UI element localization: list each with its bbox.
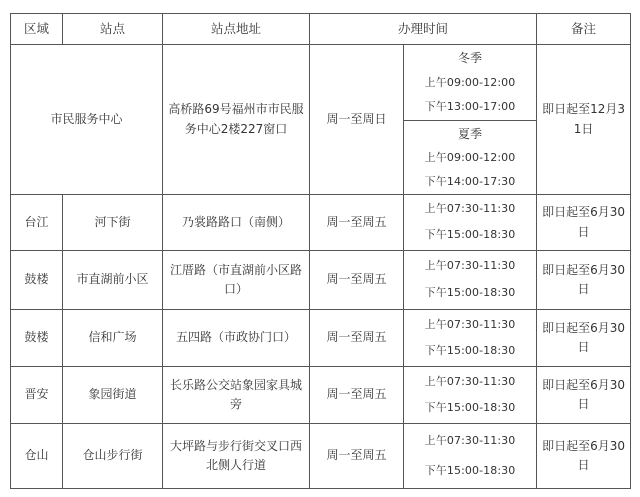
- row-am: 上午07:30-11:30: [424, 259, 516, 273]
- row-am: 上午07:30-11:30: [424, 202, 516, 216]
- row-pm: 下午15:00-18:30: [424, 227, 516, 241]
- row-days: 周一至周五: [310, 310, 404, 367]
- main-site-cell: [11, 45, 163, 195]
- row-region: 晋安: [11, 367, 63, 424]
- service-site-table: [10, 13, 631, 489]
- row-region: 仓山: [11, 424, 63, 489]
- row-pm: 下午15:00-18:30: [424, 343, 516, 357]
- header-row: [11, 14, 631, 45]
- summer-label: 夏季: [458, 126, 483, 141]
- row-days: 周一至周五: [310, 424, 404, 489]
- row-address: 五四路（市政协门口）: [163, 310, 310, 367]
- winter-am: 上午09:00-12:00: [424, 75, 516, 89]
- row-am: 上午07:30-11:30: [424, 374, 516, 388]
- winter-hours-cell: [404, 45, 537, 121]
- row-am: 上午07:30-11:30: [424, 317, 516, 331]
- main-site-name: 市民服务中心: [50, 111, 123, 126]
- row-address: 长乐路公交站象园家具城旁: [163, 367, 310, 424]
- row-region: 鼓楼: [11, 251, 63, 310]
- row-address: 大坪路与步行街交叉口西北侧人行道: [163, 424, 310, 489]
- row-region: 鼓楼: [11, 310, 63, 367]
- row-hours: [404, 424, 537, 489]
- row-site: 市直湖前小区: [63, 251, 163, 310]
- row-site: 河下街: [63, 195, 163, 251]
- winter-pm: 下午13:00-17:00: [424, 100, 516, 114]
- header-note: 备注: [537, 14, 631, 45]
- winter-label: 冬季: [458, 50, 483, 65]
- table-row-main-winter: [11, 45, 631, 121]
- row-address: 江厝路（市直湖前小区路口）: [163, 251, 310, 310]
- table-row: [11, 310, 631, 367]
- table-row: [11, 251, 631, 310]
- row-site: 仓山步行街: [63, 424, 163, 489]
- table-row: [11, 424, 631, 489]
- summer-hours-cell: [404, 121, 537, 195]
- row-note: 即日起至6月30日: [537, 195, 631, 251]
- header-site: 站点: [63, 14, 163, 45]
- summer-am: 上午09:00-12:00: [424, 151, 516, 164]
- row-hours: [404, 195, 537, 251]
- row-pm: 下午15:00-18:30: [424, 463, 516, 477]
- row-am: 上午07:30-11:30: [424, 433, 516, 447]
- row-site: 信和广场: [63, 310, 163, 367]
- main-days: 周一至周日: [326, 111, 387, 126]
- summer-pm: 下午14:00-17:30: [424, 174, 516, 188]
- main-days-cell: [310, 45, 404, 195]
- row-hours: [404, 367, 537, 424]
- table-row: [11, 195, 631, 251]
- row-pm: 下午15:00-18:30: [424, 400, 516, 414]
- row-note: 即日起至6月30日: [537, 251, 631, 310]
- row-days: 周一至周五: [310, 367, 404, 424]
- row-days: 周一至周五: [310, 195, 404, 251]
- row-hours: [404, 310, 537, 367]
- main-address: 高桥路69号福州市市民服务中心2楼227窗口: [168, 102, 304, 136]
- row-address: 乃裳路路口（南侧）: [163, 195, 310, 251]
- row-pm: 下午15:00-18:30: [424, 286, 516, 300]
- main-note-cell: [537, 45, 631, 195]
- header-region: 区域: [11, 14, 63, 45]
- row-region: 台江: [11, 195, 63, 251]
- main-address-cell: [163, 45, 310, 195]
- row-note: 即日起至6月30日: [537, 424, 631, 489]
- main-note: 即日起至12月31日: [542, 102, 625, 136]
- table-row: [11, 367, 631, 424]
- header-hours: 办理时间: [310, 14, 537, 45]
- header-address: 站点地址: [163, 14, 310, 45]
- row-note: 即日起至6月30日: [537, 310, 631, 367]
- row-days: 周一至周五: [310, 251, 404, 310]
- row-hours: [404, 251, 537, 310]
- row-site: 象园街道: [63, 367, 163, 424]
- row-note: 即日起至6月30日: [537, 367, 631, 424]
